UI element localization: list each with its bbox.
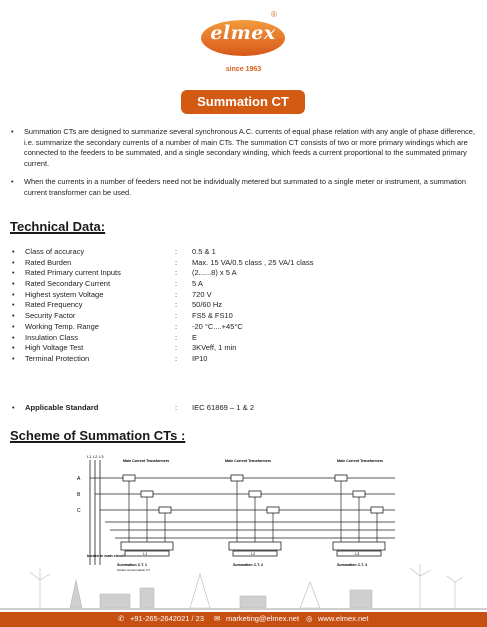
tech-label: High Voltage Test <box>25 343 84 353</box>
bullet-icon: • <box>12 353 15 363</box>
phase-label: A <box>77 476 81 482</box>
svg-text:Main Current Transformers: Main Current Transformers <box>225 459 272 463</box>
tech-label: Rated Secondary Current <box>25 279 111 289</box>
tech-label: Rated Burden <box>25 257 72 267</box>
bullet-icon: • <box>12 321 15 331</box>
email-icon: ✉ <box>214 614 221 624</box>
tech-row: • Insulation Class : E <box>12 332 198 342</box>
intro-bullets <box>10 127 480 207</box>
svg-text:Summation C.T. 2: Summation C.T. 2 <box>233 563 263 567</box>
footer-web[interactable]: ◎ www.elmex.net <box>306 614 369 624</box>
tech-label: Rated Frequency <box>25 300 83 310</box>
bus-label: L2 <box>93 454 98 459</box>
bullet-icon: • <box>12 279 15 289</box>
bus-label: L3 <box>99 454 104 459</box>
page-title: Summation CT <box>181 90 305 114</box>
since-year: since 1963 <box>225 66 262 73</box>
tech-label: Terminal Protection <box>25 353 90 363</box>
brand-header <box>0 0 487 80</box>
tech-value: 50/60 Hz <box>192 300 223 310</box>
tech-value: 0.5 & 1 <box>192 247 216 256</box>
ct-group-3 <box>333 459 385 567</box>
bullet-icon: • <box>12 268 15 278</box>
phone-icon: ✆ <box>118 614 125 624</box>
tech-row: • Rated Burden : Max. 15 VA/0.5 class , 25 VA/1 class <box>12 257 314 267</box>
tech-value: FS5 & FS10 <box>192 311 233 321</box>
intro-paragraph: • Summation CTs are designed to summarize several synchronous A.C. currents of equal phase relation with any angle of phase difference, i.e. summarize the secondary currents of a number of main CTs. The summation CT consists of two or more primary windings which are connected to the feeders to be summated, and a single secondary winding, which feeds a current proportional to the summated primary current. <box>10 127 480 169</box>
tech-value: IP10 <box>192 353 208 363</box>
footer-phone[interactable]: ✆ +91-265-2642021 / 23 <box>118 614 205 624</box>
bullet-icon: • <box>12 343 15 353</box>
tech-label: Working Temp. Range <box>25 321 99 331</box>
globe-icon: ◎ <box>306 614 313 624</box>
phase-label: C <box>77 508 81 514</box>
tech-label: Insulation Class <box>25 332 78 342</box>
tech-row: • Rated Primary current Inputs : (2......8) x 5 A <box>12 268 237 278</box>
registered-mark: ® <box>271 10 277 19</box>
standard-row: • Applicable Standard : IEC 61869 – 1 & 2 <box>12 403 255 412</box>
svg-text:Summation C.T. 3: Summation C.T. 3 <box>337 563 367 567</box>
scheme-heading: Scheme of Summation CTs : <box>10 428 186 443</box>
technical-heading: Technical Data: <box>10 219 106 234</box>
tech-row: • Working Temp. Range : -20 °C....+45°C <box>12 321 243 331</box>
svg-text:Main Current Transformers: Main Current Transformers <box>337 459 384 463</box>
bullet-icon: • <box>12 300 15 310</box>
tech-value: 5 A <box>192 279 203 289</box>
tech-value: 3KVeff, 1 min <box>192 343 237 353</box>
tech-label: Class of accuracy <box>25 247 85 256</box>
tech-value: (2......8) x 5 A <box>192 268 237 278</box>
tech-row: • Class of accuracy : 0.5 & 1 <box>12 247 216 256</box>
footer-email[interactable]: ✉ marketing@elmex.net <box>214 614 300 624</box>
bullet-icon: • <box>12 257 15 267</box>
bullet-icon: • <box>12 289 15 299</box>
bullet-icon: • <box>12 332 15 342</box>
tech-row: • Security Factor : FS5 & FS10 <box>12 311 233 321</box>
tech-row: • Terminal Protection : IP10 <box>12 353 208 363</box>
bus-label: L1 <box>87 454 92 459</box>
tech-value: 720 V <box>192 289 212 299</box>
tech-label: Rated Primary current Inputs <box>25 268 121 278</box>
svg-text:L1: L1 <box>143 552 148 556</box>
bullet-icon: • <box>12 403 15 412</box>
intro-paragraph: • When the currents in a number of feeders need not be individually metered but summated to a single meter or instrument, a summation current transformer can be used. <box>10 177 480 198</box>
tech-value: -20 °C....+45°C <box>192 321 243 331</box>
tech-row: • Rated Secondary Current : 5 A <box>12 279 203 289</box>
tech-row: • Rated Frequency : 50/60 Hz <box>12 300 223 310</box>
tech-value: Max. 15 VA/0.5 class , 25 VA/1 class <box>192 257 314 267</box>
svg-text:burden at summation CT: burden at summation CT <box>117 568 151 572</box>
standard-value: IEC 61869 – 1 & 2 <box>192 403 255 412</box>
svg-text:Summation C.T. 1: Summation C.T. 1 <box>117 563 147 567</box>
bullet-icon: • <box>12 247 15 256</box>
tech-row: • High Voltage Test : 3KVeff, 1 min <box>12 343 237 353</box>
svg-text:burden in main circuit: burden in main circuit <box>87 554 125 558</box>
energy-skyline-illustration <box>0 560 487 610</box>
tech-row: • Highest system Voltage : 720 V <box>12 289 212 299</box>
summation-scheme-diagram <box>77 450 405 575</box>
tech-label: Security Factor <box>25 311 76 321</box>
phase-label: B <box>77 492 81 498</box>
technical-table <box>12 247 472 365</box>
standard-label: Applicable Standard <box>25 403 99 412</box>
bullet-icon: • <box>12 311 15 321</box>
tech-label: Highest system Voltage <box>25 289 104 299</box>
svg-text:L3: L3 <box>355 552 360 556</box>
ct-group-2 <box>225 459 281 567</box>
svg-text:Main Current Transformers: Main Current Transformers <box>123 459 170 463</box>
logo: elmex <box>210 22 276 44</box>
tech-value: E <box>192 332 198 342</box>
svg-text:L2: L2 <box>251 552 256 556</box>
